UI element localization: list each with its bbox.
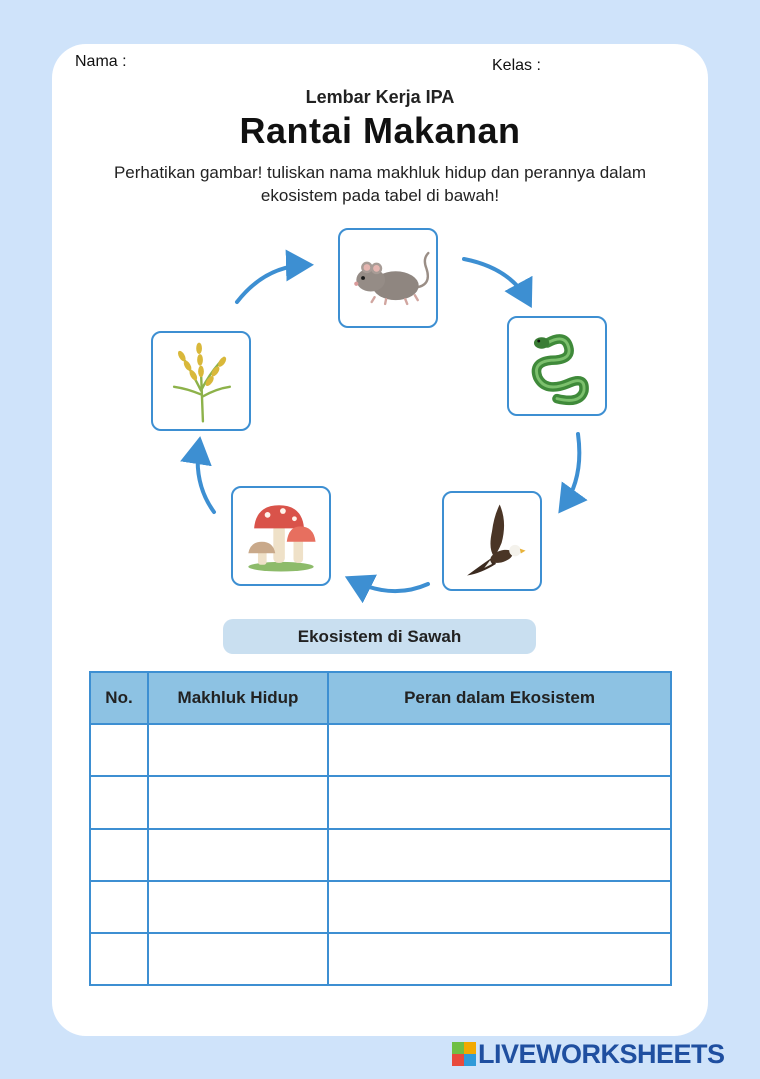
worksheet-subtitle: Lembar Kerja IPA <box>305 87 455 107</box>
ecosystem-section-label: Ekosistem di Sawah <box>223 619 536 654</box>
column-header-number: No. <box>90 672 148 724</box>
organism-cell[interactable] <box>148 724 328 776</box>
answer-table <box>89 671 672 986</box>
instruction-text: Perhatikan gambar! tuliskan nama makhluk hidup dan perannya dalam ekosistem pada tabel di bawah! <box>113 163 647 205</box>
organism-cell[interactable] <box>148 829 328 881</box>
eagle-card[interactable] <box>442 491 542 591</box>
eagle-icon <box>444 493 540 589</box>
table-row <box>90 776 671 829</box>
worksheet-title: Rantai Makanan <box>239 110 521 151</box>
rice-plant-card[interactable] <box>151 331 251 431</box>
brand-text: LIVEWORKSHEETS <box>478 1038 725 1069</box>
class-label: Kelas : <box>492 57 541 74</box>
organism-cell[interactable] <box>148 881 328 933</box>
table-row <box>90 829 671 881</box>
column-header-role: Peran dalam Ekosistem <box>328 672 671 724</box>
name-label: Nama : <box>75 53 127 70</box>
rice-plant-icon <box>153 333 249 429</box>
snake-icon <box>509 318 605 414</box>
mouse-card[interactable] <box>338 228 438 328</box>
number-cell[interactable] <box>90 829 148 881</box>
organism-cell[interactable] <box>148 933 328 985</box>
table-row <box>90 724 671 776</box>
role-cell[interactable] <box>328 776 671 829</box>
table-header-row <box>90 672 671 724</box>
table-row <box>90 933 671 985</box>
number-cell[interactable] <box>90 724 148 776</box>
mouse-icon <box>340 230 436 326</box>
mushroom-icon <box>233 488 329 584</box>
liveworksheets-brand[interactable] <box>452 1040 725 1068</box>
snake-card[interactable] <box>507 316 607 416</box>
liveworksheets-logo-icon <box>452 1042 476 1066</box>
role-cell[interactable] <box>328 881 671 933</box>
table-row <box>90 881 671 933</box>
number-cell[interactable] <box>90 776 148 829</box>
role-cell[interactable] <box>328 724 671 776</box>
column-header-organism: Makhluk Hidup <box>148 672 328 724</box>
role-cell[interactable] <box>328 933 671 985</box>
mushroom-card[interactable] <box>231 486 331 586</box>
number-cell[interactable] <box>90 881 148 933</box>
organism-cell[interactable] <box>148 776 328 829</box>
role-cell[interactable] <box>328 829 671 881</box>
number-cell[interactable] <box>90 933 148 985</box>
